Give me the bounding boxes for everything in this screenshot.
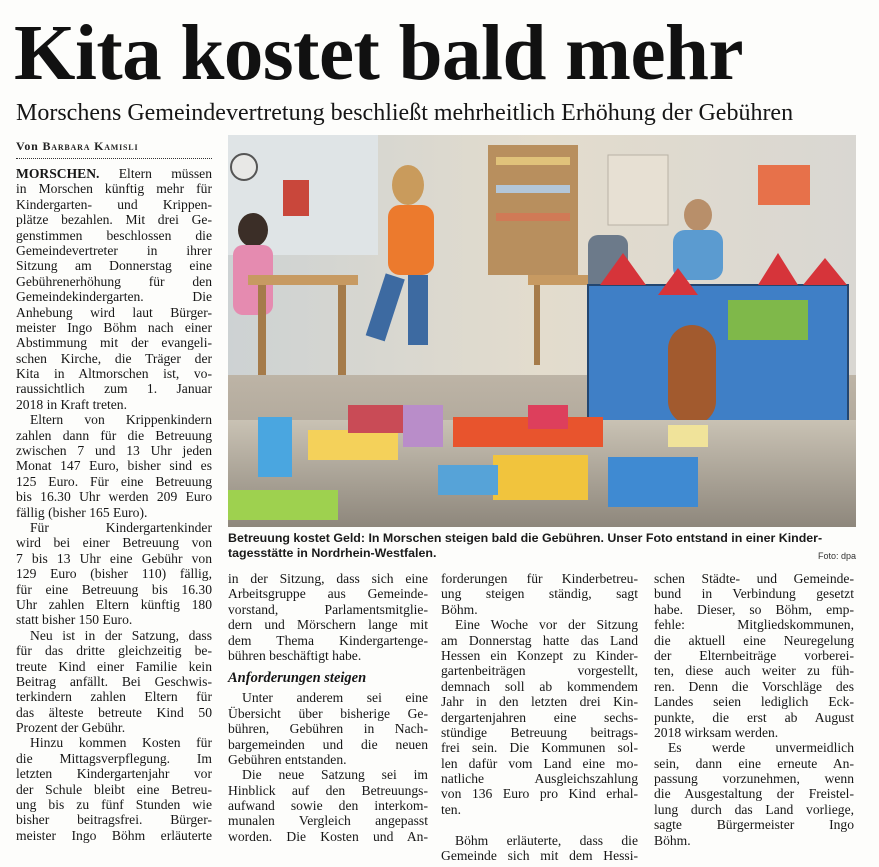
text-line: der Schule bleibt eine Betreu- xyxy=(16,781,212,797)
text-line: Böhm. xyxy=(441,601,478,617)
text-line: Hinblick auf den Betreuungs- xyxy=(228,782,428,798)
text-line: schen Kirche, die Träger der xyxy=(16,350,212,366)
clock-icon xyxy=(231,154,257,180)
text-line: Abstimmung mit der evangeli- xyxy=(16,335,212,351)
photo-caption xyxy=(228,531,856,561)
text-line: bis 16.30 Uhr werden 209 Euro xyxy=(16,489,212,505)
text-line: lung durch das Land vorliege, xyxy=(654,801,854,817)
text-line: 125 Euro. Für eine Betreuung xyxy=(16,473,212,489)
text-line: sein, dann eine erneute An- xyxy=(654,755,854,771)
text-line: demnach soll ab kommendem xyxy=(441,678,638,694)
article-column-3 xyxy=(441,571,638,863)
text-line: für eine Betreuung bis 16.30 xyxy=(16,581,212,597)
text-line: Kita in Altmorschen ist, vo- xyxy=(16,366,212,382)
text-line: dern und Mörschern lange mit xyxy=(228,617,428,633)
text-line: natliche Ausgleichszahlung xyxy=(441,771,638,787)
article-column-4 xyxy=(654,571,854,848)
text-line: len dafür vom Land eine mo- xyxy=(441,755,638,771)
text-line: dem Thema Kindergartenge- xyxy=(228,632,428,648)
text-line: Böhm erläuterte, dass die xyxy=(455,832,638,848)
text-line: 7 bis 13 Uhr eine Gebühr von xyxy=(16,550,212,566)
text-line: worden. Die Kosten und An- xyxy=(228,828,428,844)
text-line: Sitzung am Donnerstag eine xyxy=(16,258,212,274)
text-line: bargemeinden und die neuen xyxy=(228,736,428,752)
text-line: fehle: Mitgliedskommunen, xyxy=(654,617,854,633)
text-line: 2018 in Kraft treten. xyxy=(16,396,127,412)
byline-prefix: Von xyxy=(16,139,39,153)
text-line: in der Sitzung, dass sich eine xyxy=(228,571,428,586)
text-line: in Morschen künftig mehr für xyxy=(16,181,212,197)
text-line: wird bei einer Betreuung von xyxy=(16,535,212,551)
text-line: Unter anderem sei eine xyxy=(242,690,428,706)
text-line: Eine Woche vor der Sitzung xyxy=(455,617,638,633)
byline-author: Barbara Kamisli xyxy=(42,139,139,153)
text-line: forderungen für Kinderbetreu- xyxy=(441,571,638,586)
article-column-1 xyxy=(16,166,212,843)
text-line: treute Kind einer Familie kein xyxy=(16,658,212,674)
text-line: Böhm. xyxy=(654,832,691,848)
text-line: Gemeinde sich mit dem Hessi- xyxy=(441,848,638,864)
text-line: Hessen ein Konzept zu Kinder- xyxy=(441,647,638,663)
text-line: Uhr zahlen Eltern künftig 180 xyxy=(16,596,212,612)
text-line: Kindergarten- und Krippen- xyxy=(16,196,212,212)
text-line: stündige Betreuung beitrags- xyxy=(441,724,638,740)
text-line: bisher beitragsfrei. Bürger- xyxy=(16,812,212,828)
text-line: 2018 wirksam werden. xyxy=(654,724,779,740)
text-line: bühren, Gebühren in Nach- xyxy=(228,721,428,737)
photo-credit: Foto: dpa xyxy=(817,551,856,561)
text-line: Es werde unvermeidlich xyxy=(668,740,854,756)
text-line: ung steigen ständig, sagt xyxy=(441,586,638,602)
text-line: aufwand sowie den interkom- xyxy=(228,798,428,814)
text-line: am Donnerstag hatte das Land xyxy=(441,632,638,648)
text-line: habe. Dieser, so Böhm, emp- xyxy=(654,601,854,617)
text-line: Übersicht über bisherige Ge- xyxy=(228,705,428,721)
caption-line-2: tagesstätte in Nordrhein-Westfalen. xyxy=(228,546,437,560)
kindergarten-photo xyxy=(228,135,856,527)
text-line: sagte Bürgermeister Ingo xyxy=(654,817,854,833)
text-line: munalen Vergleich angepasst xyxy=(228,813,428,829)
text-line: Gebührenerhöhung für den xyxy=(16,273,212,289)
text-line: genstimmen beschlossen die xyxy=(16,227,212,243)
text-line: Die neue Satzung sei im xyxy=(242,767,428,783)
text-line: von 136 Euro pro Kind erhal- xyxy=(441,786,638,802)
text-line: terkindern zahlen Eltern für xyxy=(16,689,212,705)
byline xyxy=(16,139,212,159)
text-line: Monat 147 Euro, bisher sind es xyxy=(16,458,212,474)
text-line: Neu ist in der Satzung, dass xyxy=(30,627,212,643)
text-line: gartenbeiträgen vorgestellt, xyxy=(441,663,638,679)
text-line: Gemeindevertreter in ihrer xyxy=(16,242,212,258)
text-line: vorstand, Parlamentsmitglie- xyxy=(228,601,428,617)
text-line: Prozent der Gebühr. xyxy=(16,720,126,736)
article-photo xyxy=(228,135,856,527)
subheadline: Morschens Gemeindevertretung beschließt mehrheitlich Erhöhung der Gebühren xyxy=(16,100,794,126)
text-line: der Elternbeiträge vorberei- xyxy=(654,647,854,663)
text-line: Für Kindergartenkinder xyxy=(30,519,212,535)
text-line: Anhebung wird laut Bürger- xyxy=(16,304,212,320)
column-2-text xyxy=(228,571,428,663)
text-line: passung vorzunehmen, wenn xyxy=(654,771,854,787)
text-line: Beitrag anfällt. Bei Geschwis- xyxy=(16,673,212,689)
text-line: ten, diese auch weiter zu füh- xyxy=(654,663,854,679)
text-line: Hinzu kommen Kosten für xyxy=(30,735,212,751)
text-line: ren. Denn die Vorschläge des xyxy=(654,678,854,694)
text-line: für das dritte gleichzeitig be- xyxy=(16,643,212,659)
text-line: MORSCHEN. Eltern müssen xyxy=(16,166,212,181)
text-line: frei sein. Die Kommunen sol- xyxy=(441,740,638,756)
text-line xyxy=(441,817,638,832)
text-line: bund in Verbindung gesetzt xyxy=(654,586,854,602)
text-line: die Mittagsverpflegung. Im xyxy=(16,750,212,766)
text-line: Jahr in den letzten drei Kin- xyxy=(441,694,638,710)
text-line: ung bis zu fünf Stunden wie xyxy=(16,797,212,813)
text-line: Gebühren entstanden. xyxy=(228,751,347,767)
text-line: raussichtlich zum 1. Januar xyxy=(16,381,212,397)
column-2-text-continued xyxy=(228,690,428,844)
text-line: meister Ingo Böhm nach einer xyxy=(16,319,212,335)
text-line: fällig (bisher 165 Euro). xyxy=(16,504,148,520)
text-line: meister Ingo Böhm erläuterte xyxy=(16,827,212,843)
text-line: schen Städte- und Gemeinde- xyxy=(654,571,854,586)
text-line: punkte, die erst ab August xyxy=(654,709,854,725)
dateline: MORSCHEN. xyxy=(16,166,100,181)
text-line: letzten Kindergartenjahr vor xyxy=(16,766,212,782)
caption-line-1: Betreuung kostet Geld: In Morschen steigen bald die Gebühren. Unser Foto entstand in einer Kinder- xyxy=(228,531,823,545)
text-line: Gemeindekindergarten. Die xyxy=(16,289,212,305)
text-line: Eltern von Krippenkindern xyxy=(30,412,212,428)
headline: Kita kostet bald mehr xyxy=(14,10,744,97)
text-line: die aktuell eine Neuregelung xyxy=(654,632,854,648)
text-line: ten. xyxy=(441,801,462,817)
article-column-2 xyxy=(228,571,428,844)
text-line: bühren beschäftigt habe. xyxy=(228,647,362,663)
text-line: das älteste betreute Kind 50 xyxy=(16,704,212,720)
text-line: 129 Euro (bisher 110) fällig, xyxy=(16,566,212,582)
text-line: Landes seien lediglich Eck- xyxy=(654,694,854,710)
text-line: dergartenjahren eine sechs- xyxy=(441,709,638,725)
text-line: die Ausgestaltung der Freistel- xyxy=(654,786,854,802)
text-line: zwischen 7 und 13 Uhr jeden xyxy=(16,443,212,459)
text-line: zahlen dann für die Betreuung xyxy=(16,427,212,443)
text-line: statt bisher 150 Euro. xyxy=(16,612,133,628)
subheading: Anforderungen steigen xyxy=(228,670,367,687)
text-line: Arbeitsgruppe aus Gemeinde- xyxy=(228,586,428,602)
text-line: plätze bezahlen. Mit drei Ge- xyxy=(16,212,212,228)
